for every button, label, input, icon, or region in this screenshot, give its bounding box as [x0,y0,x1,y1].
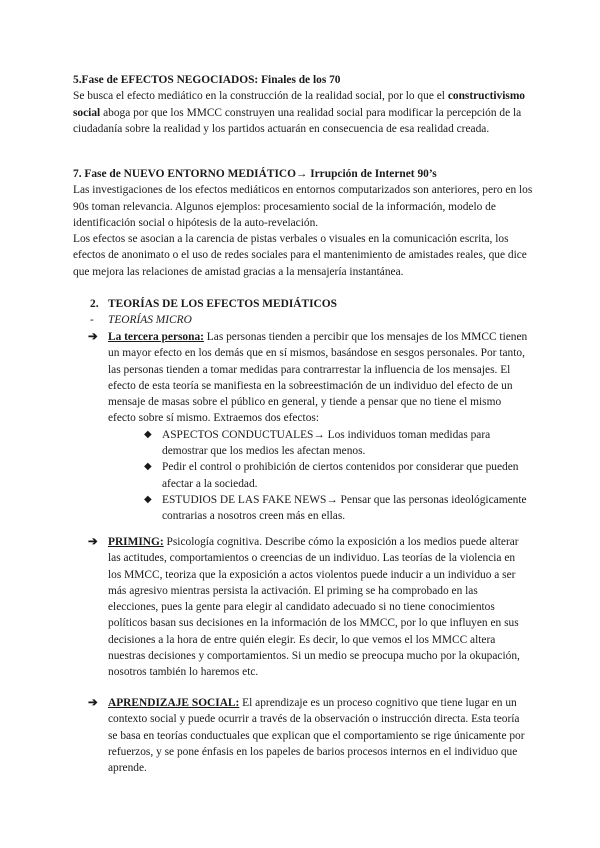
diamond-bullet-icon: ◆ [144,493,152,505]
aprendizaje-social-label: APRENDIZAJE SOCIAL: [108,697,240,709]
priming-text: Psicología cognitiva. Describe cómo la exposición a los medios puede alterar las actitudes, comportamientos o creencias de un individuo. Las teorías de la violencia en los MMCC, teoriza que la exposición a actos violentos puede inducir a un individuo a ser más agresivo mientras persista la activación. El priming se ha comprobado en las elecciones, pues la gente para elegir al candidato adecuado si no tiene conocimientos políticos basan sus decisiones en la información de los MMCC, por lo que influyen en sus decisiones a la hora de entre quién elegir. Es decir, lo que vemos el los MMCC altera nuestras decisiones y comportamientos. Si un medio se preocupa mucho por la okupación, nosotros también lo haremos etc. [108,536,520,679]
section-5-paragraph: Se busca el efecto mediático en la construcción de la realidad social, por lo que el constructivismo social aboga por que los MMCC construyen una realidad social para modificar la percepción de la ciudadanía sobre la realidad y los partidos actuarán en consecuencia de esa realidad creada. [73,90,526,135]
diamond-bullet-icon: ◆ [144,461,152,473]
section-7-paragraph-2: Los efectos se asocian a la carencia de pistas verbales o visuales en la comunicación escrita, los efectos de anonimato o el uso de redes sociales para el mantenimiento de amistades reales, que dice que mejora las relaciones de amistad gracias a la mensajería instantánea. [73,233,527,278]
section-7-paragraph-1: Las investigaciones de los efectos mediáticos en entornos computarizados son anteriores, pero en los 90s toman relevancia. Algunos ejemplos: procesamiento social de la información, modelo de identificación social o hipótesis de la auto-revelación. [73,184,533,229]
arrow-icon: ➔ [88,331,98,343]
section-5-title: 5.Fase de EFECTOS NEGOCIADOS: Finales de los 70 [73,74,341,86]
tercera-persona-label: La tercera persona: [108,331,204,343]
arrow-icon: ➔ [88,536,98,548]
section-5 [73,72,535,137]
arrow-icon: ➔ [88,697,98,709]
list-item: ◆ Pedir el control o prohibición de ciertos contenidos por considerar que pueden afectar a la sociedad. [144,461,519,490]
diamond-bullet-icon: ◆ [144,428,152,440]
aprendizaje-social-text: El aprendizaje es un proceso cognitivo que tiene lugar en un contexto social y puede ocurrir a través de la observación o instrucción directa. Esta teoría se basa en teorías conductuales que explican que el comportamiento se rige únicamente por refuerzos, y se pone énfasis en los papeles de barios procesos internos en el individuo que aprende. [108,697,525,775]
item-aprendizaje-social [88,695,528,776]
item-priming [88,534,528,681]
teorias-micro-subtitle: - TEORÍAS MICRO [90,314,192,326]
section-7-title: 7. Fase de NUEVO ENTORNO MEDIÁTICO→ Irrupción de Internet 90’s [73,168,437,180]
constructivismo-term: constructivismo social [73,90,526,119]
list-item: ◆ ESTUDIOS DE LAS FAKE NEWS→ Pensar que las personas ideológicamente contrarias a nosotros creen más en ellas. [144,493,527,523]
priming-label: PRIMING: [108,536,164,548]
tercera-persona-text: Las personas tienden a percibir que los mensajes de los MMCC tienen un mayor efecto en los demás que en sí mismos, basándose en sesgos personales. Por tanto, las personas tienden a tomar medidas para contrarrestar la influencia de los mensajes. El efecto de esta teoría se manifiesta en la sobreestimación de un individuo del efecto de un mensaje de masas sobre el público en general, y tiende a pensar que no tiene el mismo efecto sobre sí mismo. Extraemos dos efectos: [108,331,528,425]
section-7 [73,166,535,280]
section-2-heading: 2. TEORÍAS DE LOS EFECTOS MEDIÁTICOS [90,298,337,310]
item-tercera-persona [88,329,528,525]
list-item: ◆ ASPECTOS CONDUCTUALES→ Los individuos toman medidas para demostrar que los medios les afectan menos. [144,428,491,458]
